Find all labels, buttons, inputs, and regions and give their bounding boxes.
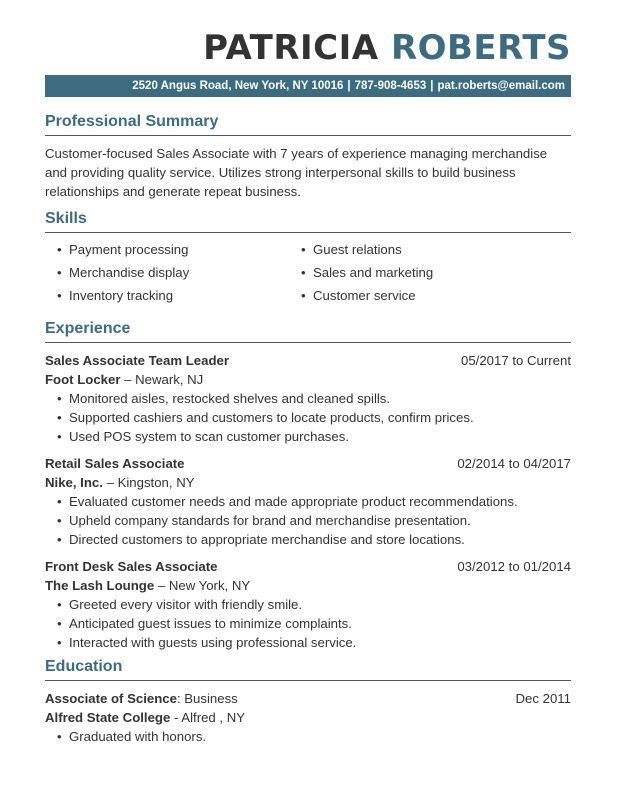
job-title: Front Desk Sales Associate [45, 559, 218, 574]
degree-line [45, 689, 238, 708]
bullet-icon: • [57, 391, 62, 406]
contact-separator: | [430, 80, 434, 92]
bullet-icon: • [57, 616, 62, 631]
education-entry [45, 689, 571, 746]
skill-item [301, 284, 541, 307]
school-line [45, 708, 571, 727]
summary-text: Customer-focused Sales Associate with 7 years of experience managing merchandise and providing quality service. Utilizes strong interpersonal skills to build business relationships and generate repeat business. [45, 146, 548, 199]
bullet-icon: • [301, 242, 306, 257]
education-title: Education [45, 658, 571, 681]
bullet-icon: • [57, 513, 62, 528]
job-dates: 03/2012 to 01/2014 [457, 559, 571, 574]
last-name: ROBERTS [390, 28, 571, 68]
contact-phone: 787-908-4653 [354, 80, 427, 92]
duty-text: Anticipated guest issues to minimize complaints. [69, 616, 352, 631]
company-line [45, 576, 571, 595]
experience-title: Experience [45, 320, 571, 343]
degree-field: : Business [176, 691, 238, 706]
skill-label: Inventory tracking [69, 288, 174, 303]
bullet-icon: • [301, 288, 306, 303]
duty-item [57, 633, 571, 652]
duty-text: Greeted every visitor with friendly smile. [69, 597, 303, 612]
education-section [45, 658, 571, 746]
summary-title: Professional Summary [45, 113, 571, 136]
school-location: - Alfred , NY [170, 710, 246, 725]
note-text: Graduated with honors. [69, 729, 207, 744]
contact-email: pat.roberts@email.com [437, 80, 565, 92]
duty-list [57, 492, 571, 549]
duty-item [57, 530, 571, 549]
job-title: Retail Sales Associate [45, 456, 185, 471]
bullet-icon: • [301, 265, 306, 280]
skill-label: Merchandise display [69, 265, 190, 280]
duty-item [57, 408, 571, 427]
bullet-icon: • [57, 635, 62, 650]
skill-label: Customer service [313, 288, 416, 303]
duty-item [57, 427, 571, 446]
summary-section [45, 113, 571, 201]
candidate-name [203, 28, 571, 68]
bullet-icon: • [57, 532, 62, 547]
skills-title: Skills [45, 210, 571, 233]
company-name: Nike, Inc. [45, 475, 103, 490]
company-line [45, 473, 571, 492]
duty-text: Monitored aisles, restocked shelves and cleaned spills. [69, 391, 391, 406]
bullet-icon: • [57, 410, 62, 425]
experience-section [45, 320, 571, 652]
skill-item [57, 261, 301, 284]
company-line [45, 370, 571, 389]
contact-bar [45, 75, 571, 97]
job-dates: 02/2014 to 04/2017 [457, 456, 571, 471]
skill-label: Guest relations [313, 242, 402, 257]
duty-text: Interacted with guests using professional service. [69, 635, 357, 650]
duty-item [57, 595, 571, 614]
skill-item [57, 284, 301, 307]
job-entry [45, 351, 571, 446]
contact-separator: | [347, 80, 351, 92]
school-name: Alfred State College [45, 710, 171, 725]
bullet-icon: • [57, 729, 62, 744]
duty-item [57, 511, 571, 530]
skills-section [45, 210, 571, 307]
duty-text: Directed customers to appropriate merchandise and store locations. [69, 532, 465, 547]
education-notes [57, 727, 571, 746]
education-date: Dec 2011 [515, 691, 571, 706]
company-name: Foot Locker [45, 372, 121, 387]
first-name: PATRICIA [203, 28, 379, 68]
education-note [57, 727, 571, 746]
company-location: – Newark, NJ [120, 372, 204, 387]
bullet-icon: • [57, 288, 62, 303]
bullet-icon: • [57, 597, 62, 612]
bullet-icon: • [57, 494, 62, 509]
duty-item [57, 492, 571, 511]
job-dates: 05/2017 to Current [461, 353, 571, 368]
bullet-icon: • [57, 242, 62, 257]
bullet-icon: • [57, 429, 62, 444]
duty-list [57, 595, 571, 652]
duty-text: Used POS system to scan customer purchases. [69, 429, 349, 444]
company-name: The Lash Lounge [45, 578, 155, 593]
skill-label: Payment processing [69, 242, 189, 257]
bullet-icon: • [57, 265, 62, 280]
duty-text: Supported cashiers and customers to locate products, confirm prices. [69, 410, 474, 425]
duty-item [57, 614, 571, 633]
skill-item [57, 238, 301, 261]
contact-address: 2520 Angus Road, New York, NY 10016 [132, 80, 344, 92]
job-title: Sales Associate Team Leader [45, 353, 229, 368]
skill-label: Sales and marketing [313, 265, 434, 280]
degree-name: Associate of Science [45, 691, 177, 706]
company-location: – Kingston, NY [102, 475, 195, 490]
duty-item [57, 389, 571, 408]
job-entry [45, 557, 571, 652]
duty-text: Upheld company standards for brand and merchandise presentation. [69, 513, 471, 528]
duty-text: Evaluated customer needs and made appropriate product recommendations. [69, 494, 518, 509]
skills-list [57, 238, 571, 307]
job-entry [45, 454, 571, 549]
duty-list [57, 389, 571, 446]
skill-item [301, 238, 541, 261]
company-location: – New York, NY [154, 578, 251, 593]
skill-item [301, 261, 541, 284]
